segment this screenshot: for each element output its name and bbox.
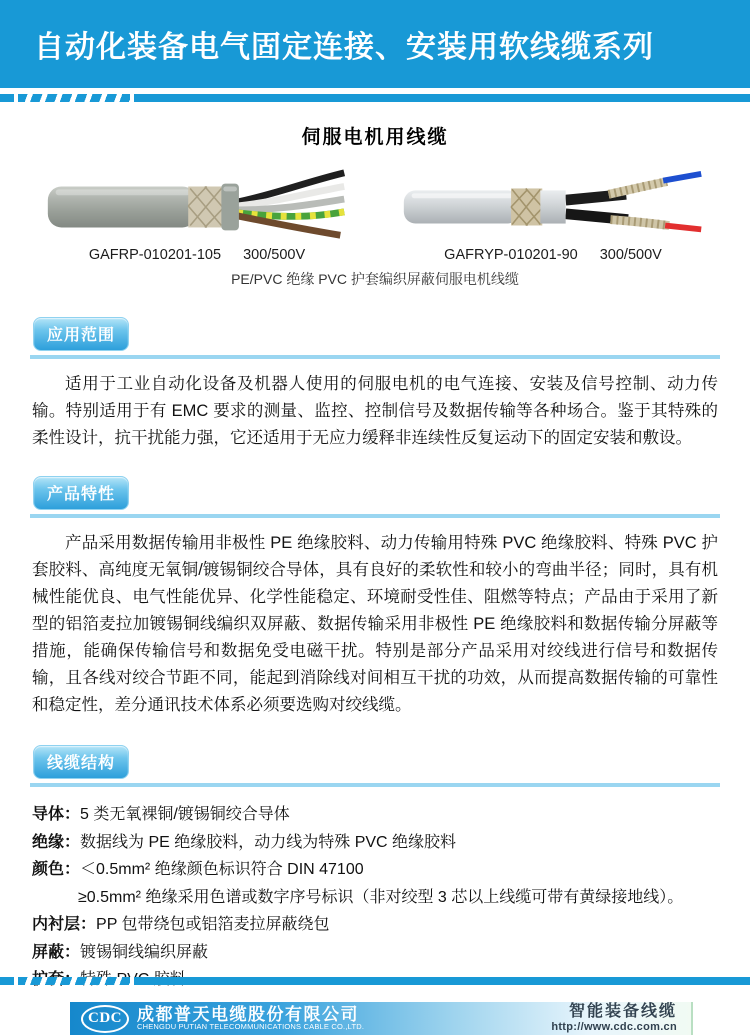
spec-value: 镀锡铜线编织屏蔽 [80,943,209,961]
company-name-en: CHENGDU PUTIAN TELECOMMUNICATIONS CABLE CO.,LTD. [137,1022,365,1032]
hazard-solid-right [134,977,750,985]
product-voltage: 300/500V [243,247,306,263]
section-structure [0,745,750,994]
cable-photo-gafrp [44,167,350,245]
cable-caption [38,247,356,263]
cdc-logo-icon: CDC [81,1005,129,1033]
product-model: GAFRYP-010201-90 [444,247,578,263]
section-applications [0,317,750,452]
section-rule [30,355,720,359]
spec-row-color [32,856,718,884]
spec-label: 导体： [32,806,81,823]
hazard-solid-right [134,94,750,102]
spec-label: 颜色： [32,861,81,878]
features-paragraph: 产品采用数据传输用非极性 PE 绝缘胶料、动力传输用特殊 PVC 绝缘胶料、特殊 PVC 护套胶料、高纯度无氧铜/镀锡铜绞合导体，具有良好的柔软性和较小的弯曲半径；同时，具有机械性能优良、电气性能优异、化学性能稳定、环境耐受性佳、阻燃等特点；产品由于采用了新型的铝箔麦拉加镀锡铜线编织双屏蔽、数据传输采用非极性 PE 绝缘胶料和数据传输分屏蔽等措施，能确保传输信号和数据免受电磁干扰。特别是部分产品采用对绞线进行信号和数据传输，且各线对绞合节距不同，能起到消除线对间相互干扰的功效，从而提高数据传输的可靠性和稳定性，差分通讯技术体系必须要选购对绞线缆。 [32,534,718,714]
product-model: GAFRP-010201-105 [88,247,222,263]
spec-row-insulation [32,829,718,857]
section-rule [30,783,720,787]
footer-right-block [551,1003,691,1034]
header-title: 自动化装备电气固定连接、安装用软线缆系列 [34,31,654,64]
footer-url[interactable]: http://www.cdc.com.cn [551,1021,677,1034]
hazard-solid-left [0,977,14,985]
company-block [137,1006,364,1032]
spec-label: 屏蔽： [32,943,81,961]
spec-row-shield [32,939,718,967]
spec-value: ≥0.5mm² 绝缘采用色谱或数字序号标识（非对绞型 3 芯以上线缆可带有黄绿接地线）。 [78,888,684,906]
spec-row-inner-liner [32,911,718,939]
section-badge-features: 产品特性 [33,476,129,510]
figure-subtitle: PE/PVC 绝缘 PVC 护套编织屏蔽伺服电机线缆 [231,271,519,287]
section-badge-applications: 应用范围 [33,317,129,351]
hazard-bar-bottom [0,977,750,985]
spec-value: 数据线为 PE 绝缘胶料，动力线为特殊 PVC 绝缘胶料 [80,833,457,851]
cable-photo-gafryp [400,167,706,245]
footer-bar [70,1002,693,1035]
header-banner [0,0,750,88]
hazard-slashes [18,94,130,102]
product-voltage: 300/500V [599,247,662,263]
spec-value: PP 包带绕包或铝箔麦拉屏蔽绕包 [96,916,330,933]
spec-label: 绝缘： [32,833,81,851]
cable-figure-gafryp [394,167,712,263]
section-features [0,476,750,719]
spec-row-color-cont [32,884,718,912]
spec-value: 5 类无氧裸铜/镀锡铜绞合导体 [80,806,290,823]
cable-caption [394,247,712,263]
company-name-cn: 成都普天电缆股份有限公司 [137,1004,359,1024]
spec-label: 内衬层： [32,916,97,933]
hazard-slashes [18,977,130,985]
hazard-bar-top [0,94,750,102]
footer-tagline: 智能装备线缆 [568,1002,677,1020]
hazard-solid-left [0,94,14,102]
product-figures [0,167,750,263]
applications-paragraph: 适用于工业自动化设备及机器人使用的伺服电机的电气连接、安装及信号控制、动力传输。特别适用于有 EMC 要求的测量、监控、控制信号及数据传输等各种场合。鉴于其特殊的柔性设计，抗干扰能力强，它还适用于无应力缓释非连续性反复运动下的固定安装和敷设。 [32,375,718,447]
cable-figure-gafrp [38,167,356,263]
spec-row-conductor [32,801,718,829]
section-rule [30,514,720,518]
spec-list [32,801,718,994]
page-title: 伺服电机用线缆 [301,127,449,148]
spec-value: ＜0.5mm² 绝缘颜色标识符合 DIN 47100 [80,861,364,878]
section-badge-structure: 线缆结构 [33,745,129,779]
